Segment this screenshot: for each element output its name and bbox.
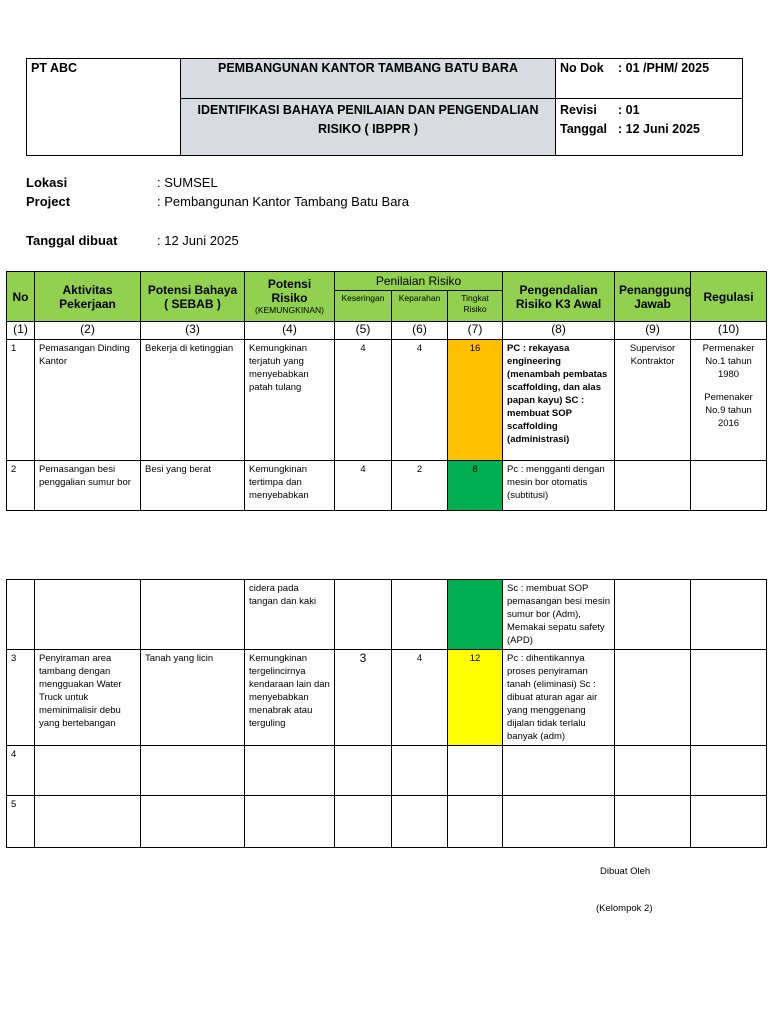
row-pengendalian (503, 746, 615, 796)
potensi-bahaya-sub: ( SEBAB ) (164, 296, 221, 311)
row-risiko: Kemungkinan tertimpa dan menyebabkan (245, 461, 335, 511)
lokasi-value: : SUMSEL (157, 175, 218, 190)
row-bahaya (141, 746, 245, 796)
row-no: 4 (7, 746, 35, 796)
row-risiko: Kemungkinan terjatuh yang menyebabkan patah tulang (245, 340, 335, 461)
row-aktivitas (35, 796, 141, 848)
no-dok-value: : 01 /PHM/ 2025 (618, 61, 710, 75)
col-header-keseringan: Keseringan (335, 291, 392, 322)
potensi-risiko-sub: (KEMUNGKINAN) (255, 305, 324, 315)
row-regulasi (691, 461, 767, 511)
row-penanggung (615, 580, 691, 650)
row-regulasi (691, 340, 767, 461)
row-bahaya: Tanah yang licin (141, 650, 245, 746)
row-penanggung (615, 650, 691, 746)
revisi-value: : 01 (618, 103, 640, 117)
table-row (7, 650, 767, 746)
row-no: 1 (7, 340, 35, 461)
index-cell: (10) (691, 322, 767, 340)
row-keseringan: 3 (335, 650, 392, 746)
row-pengendalian: Pc : dihentikannya proses penyiraman tanah (eliminasi) Sc : dibuat aturan agar air yang menggenang dijalan tidak terlalu banyak (adm) (503, 650, 615, 746)
index-cell: (7) (448, 322, 503, 340)
index-cell: (6) (392, 322, 448, 340)
table-row (7, 340, 767, 461)
row-aktivitas: Pemasangan Dinding Kantor (35, 340, 141, 461)
row-risiko: cidera pada tangan dan kaki (245, 580, 335, 650)
row-regulasi (691, 796, 767, 848)
table-row (7, 461, 767, 511)
row-no (7, 580, 35, 650)
tanggal-dibuat-line (26, 233, 239, 248)
risk-table-part-1 (6, 271, 767, 511)
row-keseringan: 4 (335, 340, 392, 461)
row-aktivitas: Pemasangan besi penggalian sumur bor (35, 461, 141, 511)
row-no: 5 (7, 796, 35, 848)
row-penanggung (615, 746, 691, 796)
row-aktivitas (35, 580, 141, 650)
row-aktivitas: Penyiraman area tambang dengan mengguakan Water Truck untuk meminimalisir debu yang bertebangan (35, 650, 141, 746)
project-value: : Pembangunan Kantor Tambang Batu Bara (157, 194, 409, 209)
row-tingkat-risiko: 8 (448, 461, 503, 511)
row-no: 2 (7, 461, 35, 511)
index-cell: (1) (7, 322, 35, 340)
col-header-potensi-bahaya (141, 272, 245, 322)
row-regulasi (691, 650, 767, 746)
row-keparahan: 4 (392, 340, 448, 461)
dibuat-oleh: Dibuat Oleh (600, 866, 651, 877)
index-cell: (3) (141, 322, 245, 340)
row-keseringan (335, 746, 392, 796)
row-risiko (245, 746, 335, 796)
regulasi-item: Permenaker No.1 tahun 1980 (702, 343, 755, 380)
col-header-pengendalian: Pengendalian Risiko K3 Awal (503, 272, 615, 322)
no-dok-label: No Dok (560, 61, 604, 75)
index-cell: (9) (615, 322, 691, 340)
col-header-no: No (7, 272, 35, 322)
row-penanggung: Supervisor Kontraktor (615, 340, 691, 461)
row-penanggung (615, 796, 691, 848)
tanggal-value: : 12 Juni 2025 (618, 122, 700, 136)
row-keparahan (392, 796, 448, 848)
row-pengendalian (503, 796, 615, 848)
table-row (7, 746, 767, 796)
document-header (26, 58, 743, 156)
index-cell: (5) (335, 322, 392, 340)
index-cell: (2) (35, 322, 141, 340)
index-cell: (4) (245, 322, 335, 340)
row-tingkat-risiko (448, 746, 503, 796)
row-risiko (245, 796, 335, 848)
regulasi-item: Pemenaker No.9 tahun 2016 (704, 392, 753, 429)
project-label: Project (26, 194, 71, 209)
lokasi-label: Lokasi (26, 175, 68, 190)
lokasi-line (26, 175, 218, 190)
row-risiko: Kemungkinan tergelincirnya kendaraan lain dan menyebabkan menabrak atau terguling (245, 650, 335, 746)
row-keseringan (335, 580, 392, 650)
row-tingkat-risiko: 16 (448, 340, 503, 461)
potensi-bahaya-title: Potensi Bahaya (147, 282, 238, 297)
index-cell: (8) (503, 322, 615, 340)
row-aktivitas (35, 746, 141, 796)
table-row (7, 580, 767, 650)
row-tingkat-risiko (448, 580, 503, 650)
no-dok-cell (556, 59, 743, 99)
kelompok: (Kelompok 2) (596, 903, 653, 914)
tanggal-dibuat-value: : 12 Juni 2025 (157, 233, 239, 248)
row-regulasi (691, 580, 767, 650)
col-header-keparahan: Keparahan (392, 291, 448, 322)
col-header-penilaian: Penilaian Risiko (335, 272, 503, 291)
row-keparahan (392, 580, 448, 650)
row-pengendalian: Pc : mengganti dengan mesin bor otomatis (subtitusi) (503, 461, 615, 511)
risk-table-part-2 (6, 579, 767, 848)
doc-title: IDENTIFIKASI BAHAYA PENILAIAN DAN PENGENDALIAN RISIKO ( IBPPR ) (181, 99, 556, 156)
tanggal-dibuat-label: Tanggal dibuat (26, 233, 118, 248)
tanggal-label: Tanggal (560, 122, 607, 136)
row-pengendalian: PC : rekayasa engineering (menambah pembatas scaffolding, dan alas papan kayu) SC : membuat SOP scaffolding (administrasi) (503, 340, 615, 461)
col-header-regulasi: Regulasi (691, 272, 767, 322)
col-header-aktivitas: Aktivitas Pekerjaan (35, 272, 141, 322)
col-header-potensi-risiko (245, 272, 335, 322)
row-no: 3 (7, 650, 35, 746)
row-bahaya (141, 580, 245, 650)
row-bahaya (141, 796, 245, 848)
company-name: PT ABC (27, 59, 181, 156)
project-title: PEMBANGUNAN KANTOR TAMBANG BATU BARA (181, 59, 556, 99)
row-tingkat-risiko (448, 796, 503, 848)
revision-cell (556, 99, 743, 156)
col-header-penanggung: Penanggung Jawab (615, 272, 691, 322)
revisi-label: Revisi (560, 103, 597, 117)
potensi-risiko-title: Potensi Risiko (267, 277, 312, 305)
col-header-tingkat: Tingkat Risiko (448, 291, 503, 322)
row-keparahan: 2 (392, 461, 448, 511)
row-keparahan (392, 746, 448, 796)
row-penanggung (615, 461, 691, 511)
row-bahaya: Bekerja di ketinggian (141, 340, 245, 461)
index-row (7, 322, 767, 340)
row-pengendalian: Sc : membuat SOP pemasangan besi mesin sumur bor (Adm), Memakai sepatu safety (APD) (503, 580, 615, 650)
row-regulasi (691, 746, 767, 796)
row-keseringan (335, 796, 392, 848)
row-keparahan: 4 (392, 650, 448, 746)
row-tingkat-risiko: 12 (448, 650, 503, 746)
row-bahaya: Besi yang berat (141, 461, 245, 511)
row-keseringan: 4 (335, 461, 392, 511)
project-line (26, 194, 409, 209)
table-row (7, 796, 767, 848)
